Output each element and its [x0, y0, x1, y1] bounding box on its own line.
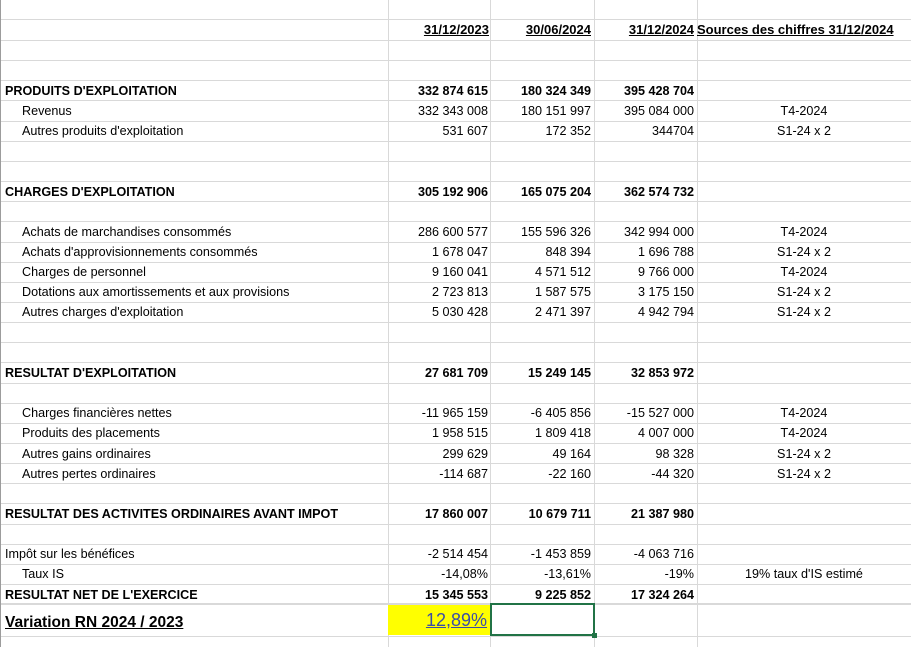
row-value-2023[interactable]: 2 723 813	[431, 285, 488, 299]
grid-row-line	[0, 524, 911, 525]
row-value-2024-06[interactable]: 180 151 997	[520, 104, 591, 118]
row-value-2024-06[interactable]: 165 075 204	[520, 185, 591, 199]
header-date-2024-12[interactable]: 31/12/2024	[628, 22, 694, 37]
grid-row-line	[0, 40, 911, 41]
row-value-2024-12[interactable]: 9 766 000	[637, 265, 694, 279]
row-value-2024-06[interactable]: 49 164	[552, 447, 591, 461]
row-value-2024-06[interactable]: 4 571 512	[534, 265, 591, 279]
row-label[interactable]: Achats de marchandises consommés	[22, 225, 232, 239]
row-value-2024-06[interactable]: 1 587 575	[534, 285, 591, 299]
header-sources[interactable]: Sources des chiffres 31/12/2024	[697, 22, 894, 37]
row-value-2024-06[interactable]: 848 394	[545, 245, 591, 259]
row-label[interactable]: RESULTAT DES ACTIVITES ORDINAIRES AVANT IMPOT	[5, 507, 339, 521]
row-label[interactable]: Autres gains ordinaires	[22, 447, 151, 461]
row-value-2024-06[interactable]: 155 596 326	[520, 225, 591, 239]
row-value-2024-12[interactable]: 395 428 704	[623, 84, 694, 98]
row-label[interactable]: Charges financières nettes	[22, 406, 172, 420]
row-value-2024-12[interactable]: 344704	[651, 124, 694, 138]
row-value-2023[interactable]: 9 160 041	[431, 265, 488, 279]
row-value-2024-12[interactable]: 1 696 788	[637, 245, 694, 259]
row-label[interactable]: Autres produits d'exploitation	[22, 124, 184, 138]
row-value-2024-12[interactable]: 98 328	[655, 447, 694, 461]
grid-row-line	[0, 322, 911, 323]
row-source[interactable]: 19% taux d'IS estimé	[745, 567, 863, 581]
row-value-2024-06[interactable]: 9 225 852	[534, 588, 591, 602]
row-value-2024-12[interactable]: 17 324 264	[630, 588, 694, 602]
row-value-2023[interactable]: 15 345 553	[424, 588, 488, 602]
header-date-2024-06[interactable]: 30/06/2024	[525, 22, 591, 37]
row-label[interactable]: PRODUITS D'EXPLOITATION	[5, 84, 177, 98]
row-value-2023[interactable]: 17 860 007	[424, 507, 488, 521]
row-value-2024-12[interactable]: 32 853 972	[630, 366, 694, 380]
row-value-2024-06[interactable]: -13,61%	[544, 567, 591, 581]
row-label[interactable]: Autres pertes ordinaires	[22, 467, 156, 481]
row-source[interactable]: T4-2024	[780, 104, 828, 118]
row-value-2024-06[interactable]: 2 471 397	[534, 305, 591, 319]
row-label[interactable]: RESULTAT D'EXPLOITATION	[5, 366, 177, 380]
row-value-2024-12[interactable]: 4 942 794	[637, 305, 694, 319]
row-value-2024-06[interactable]: 10 679 711	[528, 507, 591, 521]
row-label[interactable]: Taux IS	[22, 567, 64, 581]
row-value-2023[interactable]: 332 874 615	[417, 84, 488, 98]
row-value-2024-12[interactable]: 3 175 150	[637, 285, 694, 299]
row-label[interactable]: Achats d'approvisionnements consommés	[22, 245, 258, 259]
row-value-2023[interactable]: -11 965 159	[421, 406, 488, 420]
row-value-2023[interactable]: 27 681 709	[424, 366, 488, 380]
row-value-2024-06[interactable]: 15 249 145	[527, 366, 591, 380]
row-source[interactable]: S1-24 x 2	[777, 447, 831, 461]
sheet-left-border	[0, 0, 1, 647]
row-value-2024-06[interactable]: 1 809 418	[534, 426, 591, 440]
grid-row-line	[0, 60, 911, 61]
variation-value[interactable]: 12,89%	[425, 610, 487, 630]
selected-cell[interactable]	[490, 603, 595, 636]
row-label[interactable]: Charges de personnel	[22, 265, 146, 279]
row-label[interactable]: Revenus	[22, 104, 72, 118]
row-value-2024-12[interactable]: -4 063 716	[633, 547, 694, 561]
row-value-2024-12[interactable]: -44 320	[651, 467, 694, 481]
variation-label[interactable]: Variation RN 2024 / 2023	[5, 614, 184, 631]
row-value-2024-06[interactable]: -1 453 859	[530, 547, 591, 561]
row-value-2024-12[interactable]: 4 007 000	[637, 426, 694, 440]
grid-row-line	[0, 383, 911, 384]
row-value-2023[interactable]: 299 629	[442, 447, 488, 461]
row-value-2024-12[interactable]: 342 994 000	[623, 225, 694, 239]
row-value-2023[interactable]: -2 514 454	[427, 547, 488, 561]
row-value-2023[interactable]: 332 343 008	[417, 104, 488, 118]
grid-row-line	[0, 141, 911, 142]
row-source[interactable]: S1-24 x 2	[777, 467, 831, 481]
row-source[interactable]: S1-24 x 2	[777, 305, 831, 319]
grid-row-line	[0, 161, 911, 162]
row-value-2024-12[interactable]: 21 387 980	[630, 507, 694, 521]
row-source[interactable]: S1-24 x 2	[777, 285, 831, 299]
row-value-2023[interactable]: 5 030 428	[431, 305, 488, 319]
row-value-2023[interactable]: -14,08%	[441, 567, 488, 581]
row-value-2023[interactable]: 531 607	[442, 124, 488, 138]
row-value-2023[interactable]: 1 678 047	[431, 245, 488, 259]
row-label[interactable]: Produits des placements	[22, 426, 160, 440]
row-value-2023[interactable]: 305 192 906	[417, 185, 488, 199]
row-source[interactable]: S1-24 x 2	[777, 245, 831, 259]
row-label[interactable]: Autres charges d'exploitation	[22, 305, 184, 319]
row-value-2024-12[interactable]: 395 084 000	[623, 104, 694, 118]
row-label[interactable]: RESULTAT NET DE L'EXERCICE	[5, 588, 198, 602]
row-value-2024-06[interactable]: 172 352	[545, 124, 591, 138]
row-label[interactable]: Dotations aux amortissements et aux provisions	[22, 285, 290, 299]
row-value-2024-06[interactable]: 180 324 349	[520, 84, 591, 98]
row-source[interactable]: T4-2024	[780, 426, 828, 440]
row-value-2024-06[interactable]: -6 405 856	[530, 406, 591, 420]
row-label[interactable]: Impôt sur les bénéfices	[5, 547, 135, 561]
row-value-2024-12[interactable]: -19%	[664, 567, 694, 581]
grid-col-line	[697, 0, 698, 647]
row-label[interactable]: CHARGES D'EXPLOITATION	[5, 185, 175, 199]
grid-row-line	[0, 636, 911, 637]
row-value-2024-12[interactable]: 362 574 732	[623, 185, 694, 199]
row-source[interactable]: T4-2024	[780, 225, 828, 239]
fill-handle[interactable]	[592, 633, 597, 638]
row-value-2023[interactable]: -114 687	[439, 467, 488, 481]
row-value-2024-12[interactable]: -15 527 000	[626, 406, 694, 420]
row-source[interactable]: S1-24 x 2	[777, 124, 831, 138]
row-source[interactable]: T4-2024	[780, 265, 828, 279]
row-source[interactable]: T4-2024	[780, 406, 828, 420]
grid-row-line	[0, 342, 911, 343]
header-date-2023[interactable]: 31/12/2023	[423, 22, 489, 37]
row-value-2023[interactable]: 286 600 577	[417, 225, 488, 239]
row-value-2024-06[interactable]: -22 160	[548, 467, 591, 481]
row-value-2023[interactable]: 1 958 515	[431, 426, 488, 440]
